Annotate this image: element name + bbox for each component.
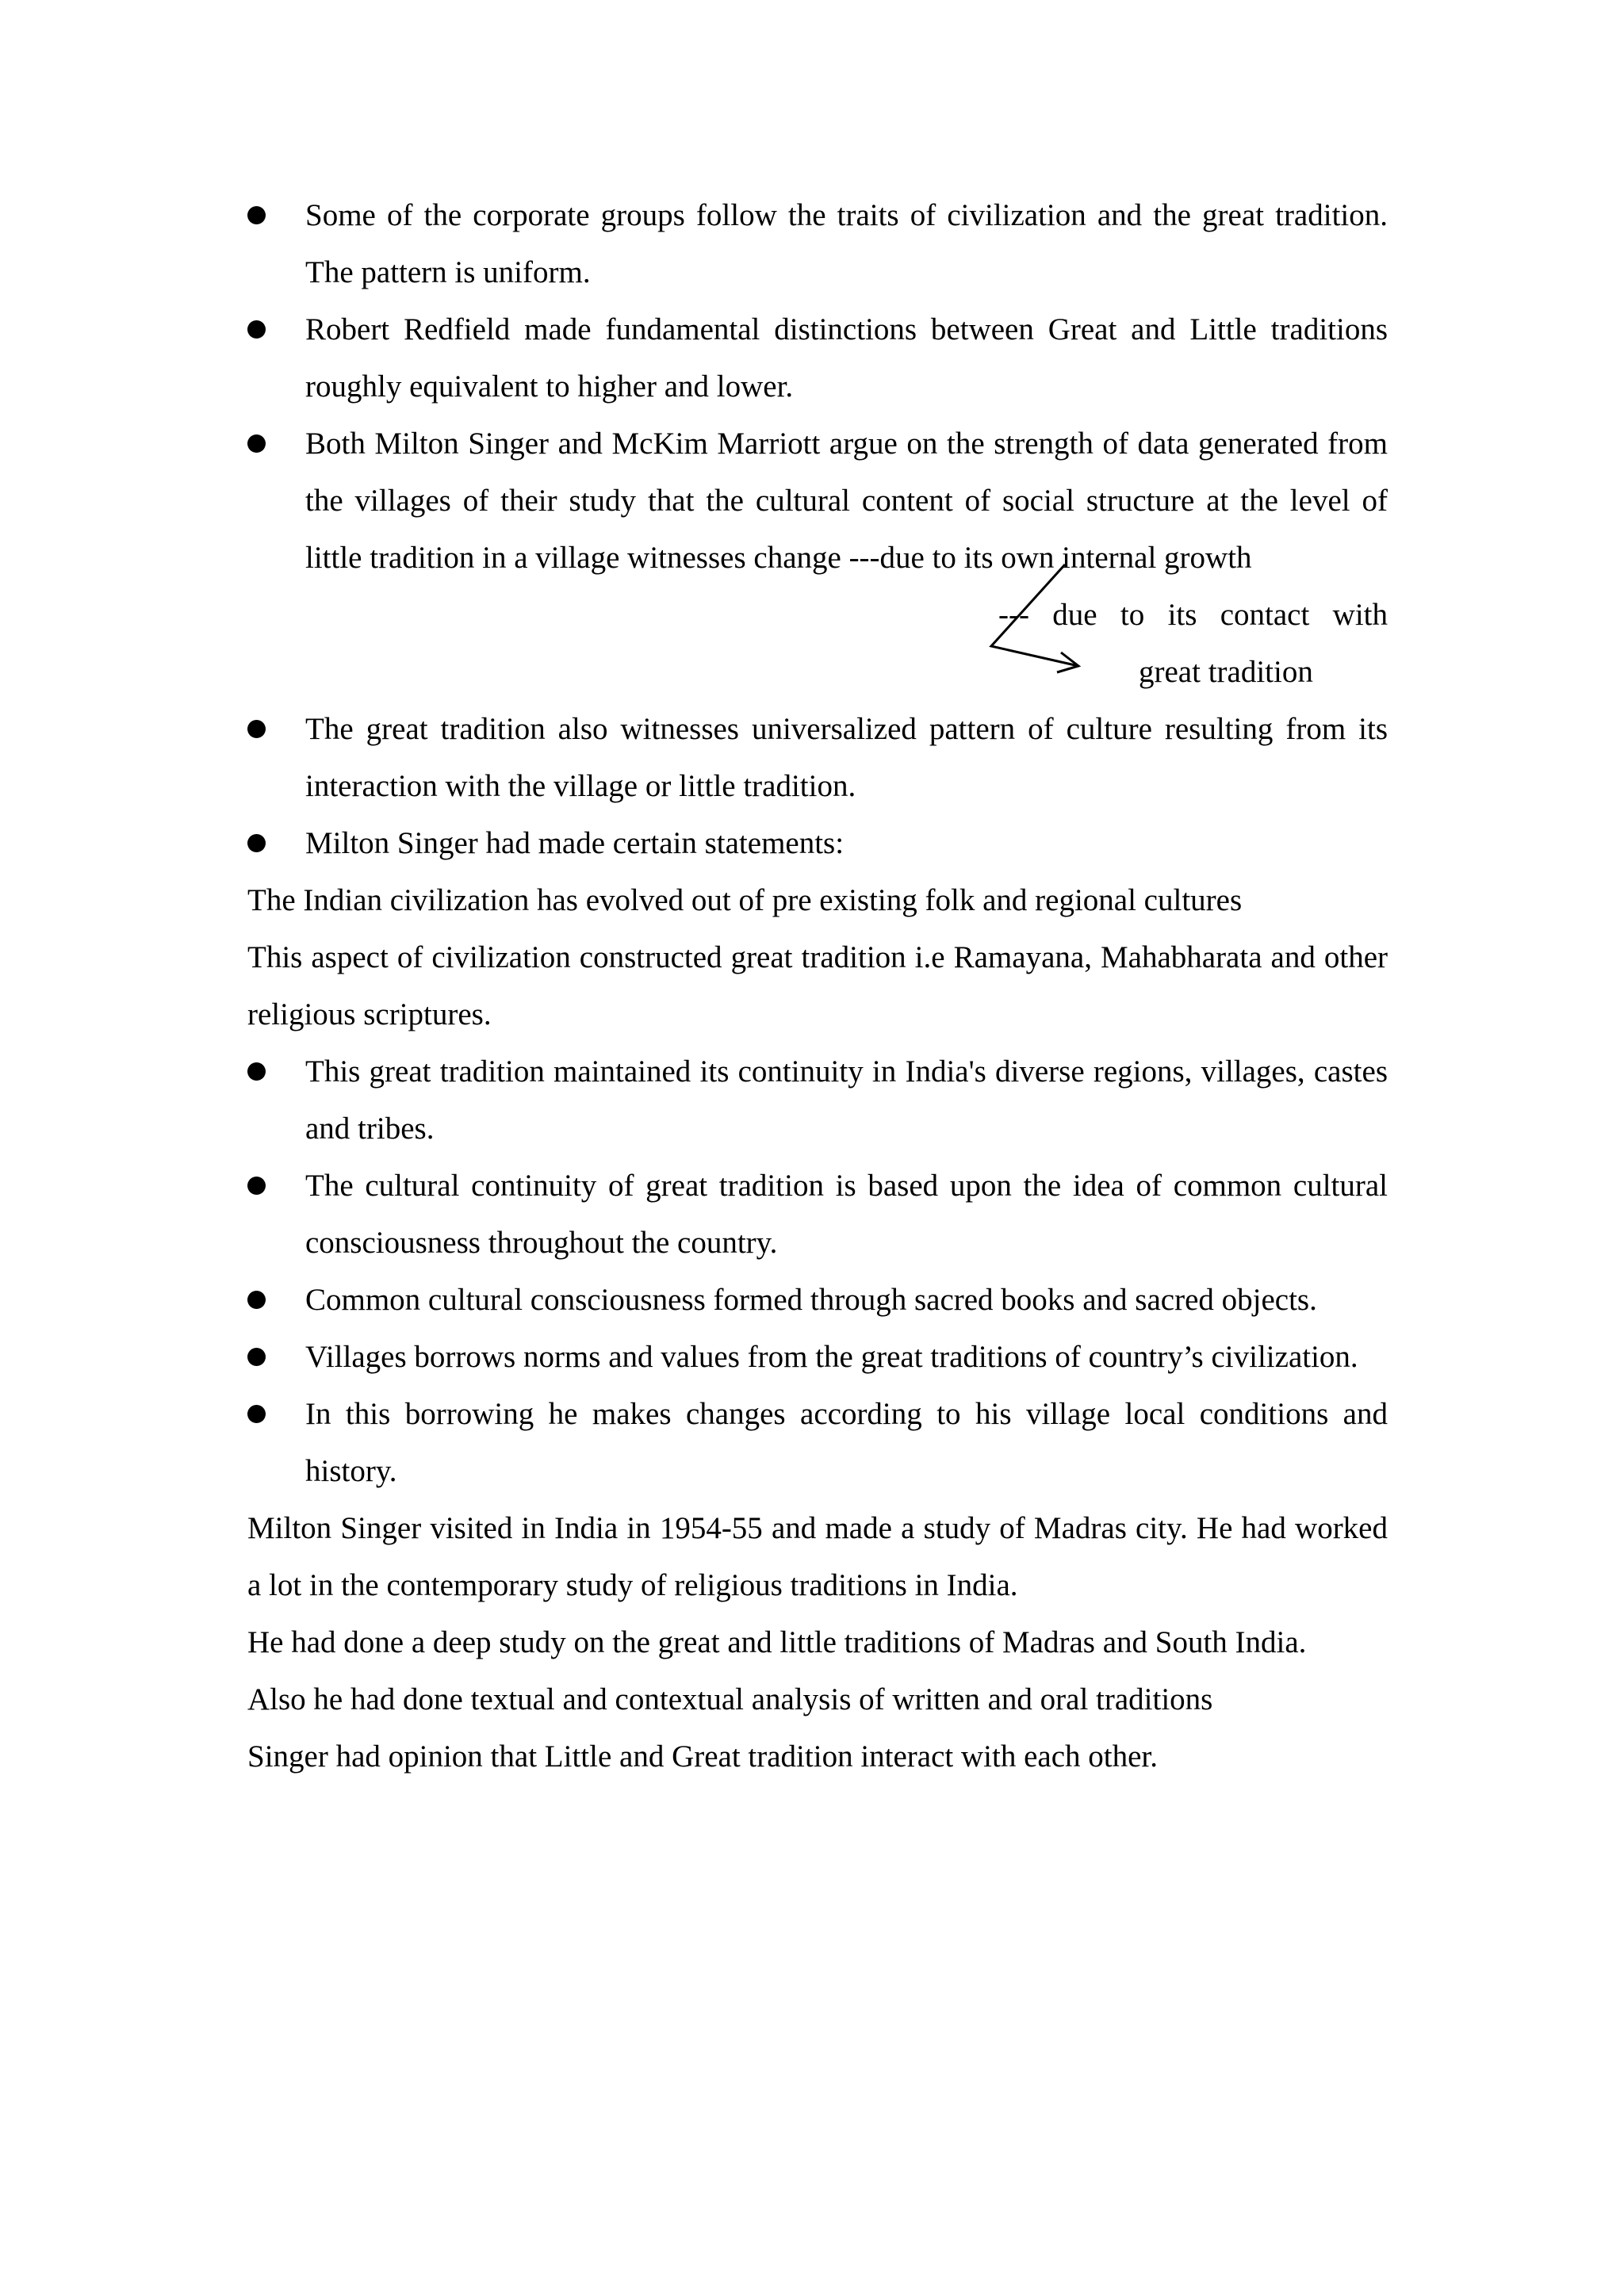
bullet-text: Villages borrows norms and values from the great traditions of country’s civilization. (305, 1340, 1358, 1374)
paragraph: He had done a deep study on the great and little traditions of Madras and South India. (247, 1625, 1307, 1659)
bullet-text: Some of the corporate groups follow the traits of civilization and the great tradition. The pattern is uniform. (305, 198, 1388, 289)
bullet-dot-icon (247, 1348, 266, 1366)
bullet-text: This great tradition maintained its continuity in India's diverse regions, villages, castes and tribes. (305, 1054, 1388, 1146)
bullet-text: Both Milton Singer and McKim Marriott argue on the strength of data generated from the villages of their study that the cultural content of social structure at the level of little tradition in a village witnesses change ---due to its own internal growth (305, 427, 1388, 575)
bullet-dot-icon (247, 1405, 266, 1423)
bullet-item (247, 415, 1388, 587)
bullet-dot-icon (247, 1062, 266, 1081)
branch-annotation (247, 587, 1388, 701)
bullet-text: The cultural continuity of great tradition is based upon the idea of common cultural consciousness throughout the country. (305, 1169, 1388, 1260)
bullet-item (247, 1386, 1388, 1500)
bullet-dot-icon (247, 434, 266, 453)
bullet-dot-icon (247, 320, 266, 339)
branch-line-2: great tradition (1139, 655, 1313, 689)
paragraph: This aspect of civilization constructed great tradition i.e Ramayana, Mahabharata and other religious scriptures. (247, 940, 1388, 1031)
paragraph: Also he had done textual and contextual analysis of written and oral traditions (247, 1682, 1213, 1716)
branch-line-1: --- due to its contact with (998, 598, 1388, 632)
paragraph: Milton Singer visited in India in 1954-55 and made a study of Madras city. He had worked a lot in the contemporary study of religious traditions in India. (247, 1511, 1388, 1602)
bullet-item (247, 815, 1388, 872)
bullet-item (247, 1329, 1388, 1386)
bullet-item (247, 701, 1388, 815)
bullet-text: In this borrowing he makes changes according to his village local conditions and history. (305, 1397, 1388, 1488)
bullet-item (247, 1043, 1388, 1158)
bullet-dot-icon (247, 834, 266, 852)
bullet-item (247, 1158, 1388, 1272)
bullet-dot-icon (247, 1291, 266, 1309)
bullet-item (247, 1272, 1388, 1329)
bullet-text: Milton Singer had made certain statements: (305, 826, 845, 860)
bullet-item (247, 301, 1388, 415)
document-body (247, 187, 1388, 1785)
bullet-item (247, 187, 1388, 301)
bullet-dot-icon (247, 206, 266, 224)
paragraph: The Indian civilization has evolved out of pre existing folk and regional cultures (247, 883, 1243, 917)
bullet-text: Common cultural consciousness formed through sacred books and sacred objects. (305, 1283, 1317, 1317)
bullet-text: The great tradition also witnesses universalized pattern of culture resulting from its interaction with the village or little tradition. (305, 712, 1388, 803)
bullet-dot-icon (247, 720, 266, 738)
bullet-dot-icon (247, 1177, 266, 1195)
paragraph: Singer had opinion that Little and Great tradition interact with each other. (247, 1739, 1158, 1774)
bullet-text: Robert Redfield made fundamental distinctions between Great and Little traditions roughly equivalent to higher and lower. (305, 312, 1388, 404)
